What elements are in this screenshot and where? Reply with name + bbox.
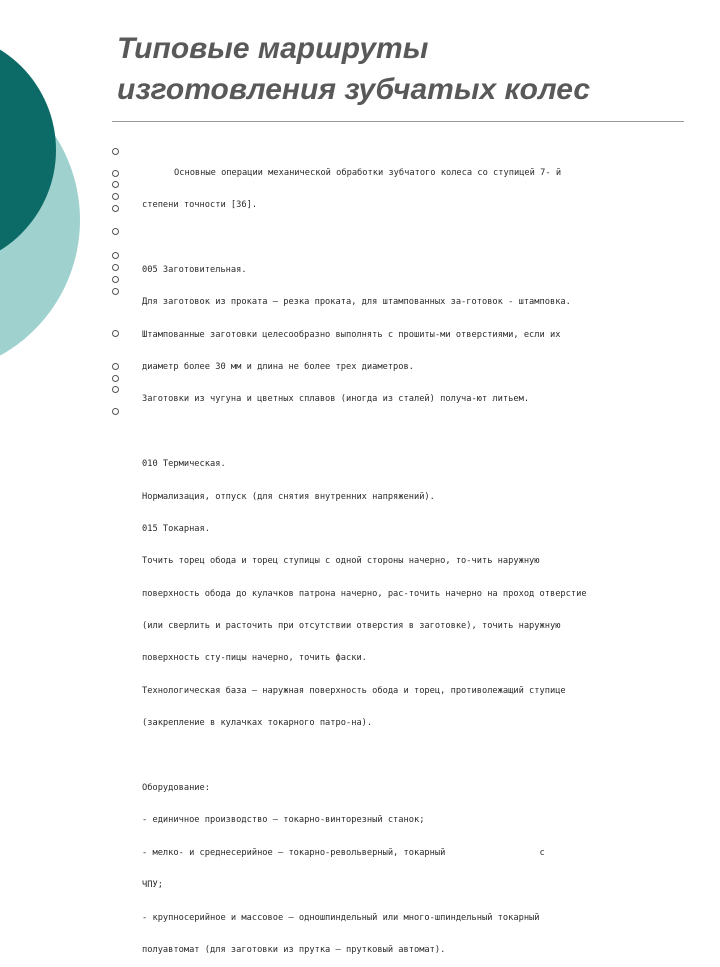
op015-line: 015 Токарная. xyxy=(142,523,210,534)
bullet-icon xyxy=(112,170,119,177)
spacer xyxy=(142,232,674,243)
slide-body xyxy=(142,146,674,967)
bullet-icon xyxy=(112,386,119,393)
decorative-circles xyxy=(0,0,120,540)
op010-line: 010 Термическая. xyxy=(142,459,226,470)
bullet-icon xyxy=(112,330,119,337)
equipment-line: Оборудование: xyxy=(142,783,210,794)
bullet-icon xyxy=(112,228,119,235)
spacer xyxy=(142,751,674,762)
op005-line: 005 Заготовительная. xyxy=(142,264,247,275)
op010-line: Нормализация, отпуск (для снятия внутренних напряжений). xyxy=(142,491,435,502)
base-line: (закрепление в кулачках токарного патро-на). xyxy=(142,718,373,729)
equipment-line: - единичное производство – токарно-винторезный станок; xyxy=(142,815,425,826)
op015-line: Точить торец обода и торец ступицы с одной стороны начерно, то-чить наружную xyxy=(142,556,540,567)
slide-title xyxy=(117,28,697,110)
base-line: Технологическая база – наружная поверхность обода и торец, противолежащий ступице xyxy=(142,685,566,696)
op005-line: Штампованные заготовки целесообразно выполнять с прошиты-ми отверстиями, если их xyxy=(142,329,561,340)
bullet-icon xyxy=(112,264,119,271)
equipment-line: - крупносерийное и массовое – одношпиндельный или много-шпиндельный токарный xyxy=(142,912,540,923)
bullet-icon xyxy=(112,205,119,212)
op005-line: Заготовки из чугуна и цветных сплавов (иногда из сталей) получа-ют литьем. xyxy=(142,394,530,405)
spacer xyxy=(142,427,674,438)
bullet-icon xyxy=(112,408,119,415)
bullet-icon xyxy=(112,288,119,295)
op015-line: поверхность обода до кулачков патрона начерно, рас-точить начерно на проход отверстие xyxy=(142,588,587,599)
bullet-icon xyxy=(112,181,119,188)
bullet-icon xyxy=(112,252,119,259)
title-divider xyxy=(112,121,684,122)
bullet-column xyxy=(112,0,132,540)
equipment-line: - мелко- и среднесерийное – токарно-револьверный, токарный с xyxy=(142,847,545,858)
bullet-icon xyxy=(112,363,119,370)
op015-line: (или сверлить и расточить при отсутствии отверстия в заготовке), точить наружную xyxy=(142,621,561,632)
equipment-line: ЧПУ; xyxy=(142,880,163,891)
op005-line: Для заготовок из проката – резка проката, для штампованных за-готовок - штамповка. xyxy=(142,297,571,308)
bullet-icon xyxy=(112,276,119,283)
intro-line: степени точности [36]. xyxy=(142,199,258,210)
equipment-line: полуавтомат (для заготовки из прутка – прутковый автомат). xyxy=(142,944,446,955)
op005-line: диаметр более 30 мм и длина не более трех диаметров. xyxy=(142,361,414,372)
intro-line: Основные операции механической обработки зубчатого колеса со ступицей 7- й xyxy=(174,167,562,178)
bullet-icon xyxy=(112,148,119,155)
title-line-2: изготовления зубчатых колес xyxy=(117,73,591,106)
title-line-1: Типовые маршруты xyxy=(117,32,429,65)
bullet-icon xyxy=(112,193,119,200)
bullet-icon xyxy=(112,375,119,382)
op015-line: поверхность сту-пицы начерно, точить фаски. xyxy=(142,653,367,664)
